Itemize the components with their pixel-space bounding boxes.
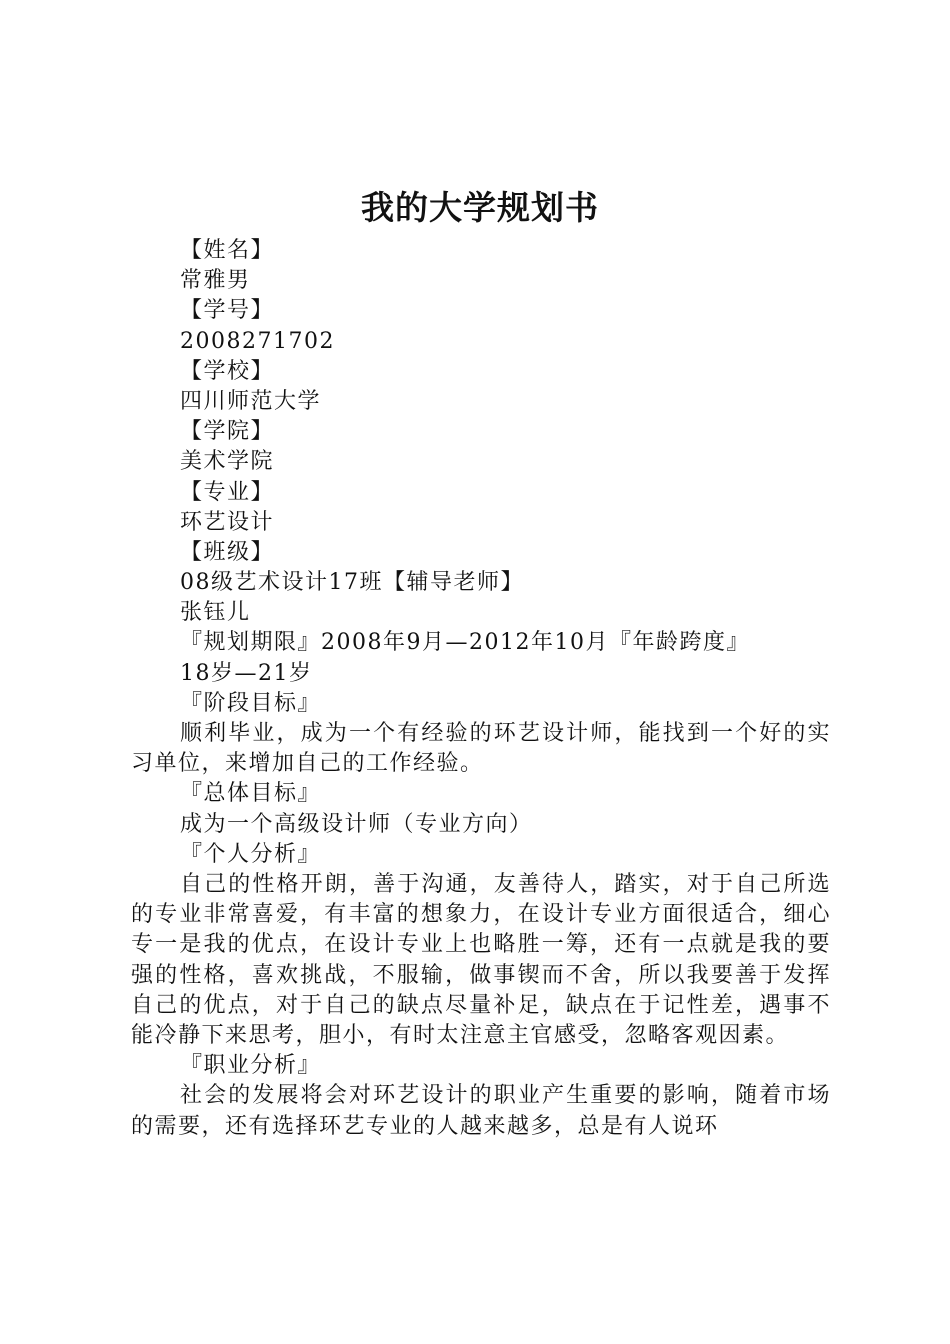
personal-analysis-paragraph: 自己的性格开朗，善于沟通，友善待人，踏实，对于自己所选的专业非常喜爱，有丰富的想象力，在设计专业方面很适合，细心专一是我的优点，在设计专业上也略胜一筹，还有一点就是我的要强的性格，喜欢挑战，不服输，做事锲而不舍，所以我要善于发挥自己的优点，对于自己的缺点尽量补足，缺点在于记性差，遇事不能冷静下来思考，胆小，有时太注意主官感受，忽略客观因素。 [131,871,831,1048]
field-label-school: 【学校】 [180,358,275,384]
teacher-value: 张钰儿 [180,600,251,626]
personal-analysis-heading: 『个人分析』 [180,841,322,867]
stage-goal-paragraph: 顺利毕业，成为一个有经验的环艺设计师，能找到一个好的实习单位，来增加自己的工作经验。 [131,721,831,777]
field-label-class: 【班级】 [180,539,275,565]
age-range-value: 18岁—21岁 [180,660,313,686]
document-body [131,236,831,1142]
field-value-major: 环艺设计 [180,509,275,535]
document-title: 我的大学规划书 [361,188,599,227]
field-label-name: 【姓名】 [180,238,275,263]
field-label-major: 【专业】 [180,479,275,505]
overall-goal-text: 成为一个高级设计师（专业方向） [180,811,533,837]
field-value-name: 常雅男 [180,268,251,294]
period-line: 『规划期限』2008年9月—2012年10月『年龄跨度』 [180,630,750,656]
class-line: 08级艺术设计17班【辅导老师】 [180,570,524,596]
career-analysis-heading: 『职业分析』 [180,1053,322,1079]
overall-goal-heading: 『总体目标』 [180,781,322,807]
field-value-school: 四川师范大学 [180,388,322,414]
field-value-student-id: 2008271702 [180,328,335,354]
career-analysis-paragraph: 社会的发展将会对环艺设计的职业产生重要的影响，随着市场的需要，还有选择环艺专业的人越来越多，总是有人说环 [131,1083,831,1139]
field-value-college: 美术学院 [180,449,275,475]
field-label-college: 【学院】 [180,419,275,445]
field-label-student-id: 【学号】 [180,298,275,324]
stage-goal-heading: 『阶段目标』 [180,690,322,716]
